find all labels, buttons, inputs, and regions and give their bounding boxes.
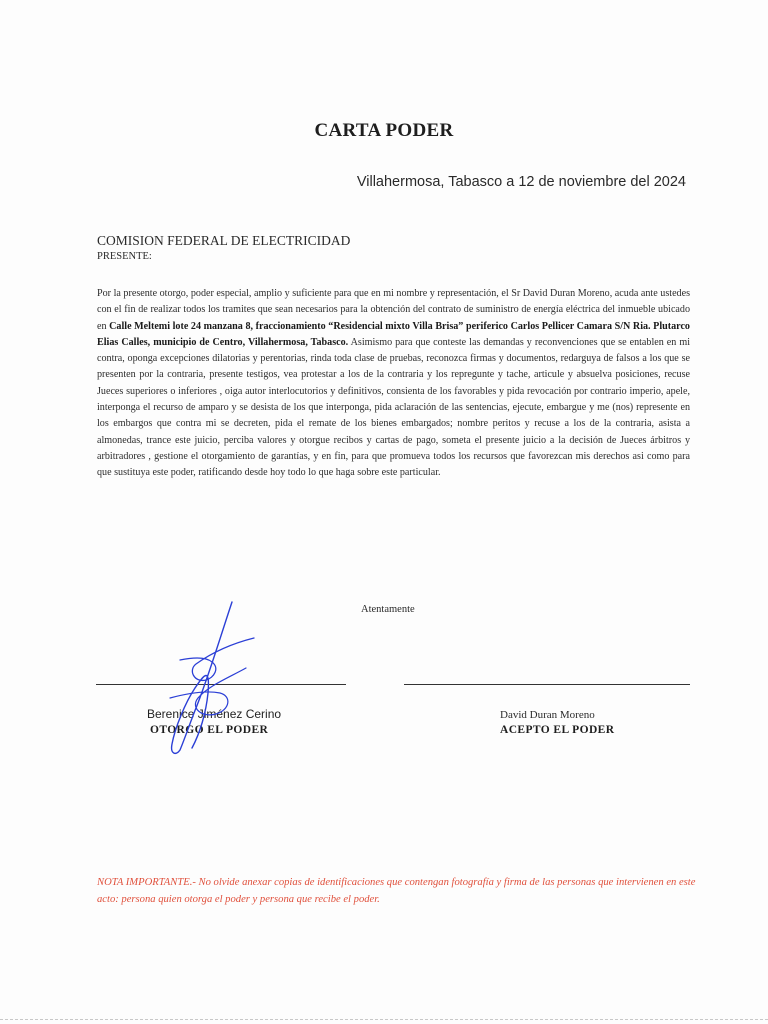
- handwritten-signature: [150, 598, 270, 758]
- body-intro: Por la presente otorgo, poder especial, amplio y suficiente para que en mi nombre y representación, el Sr David Duran Moreno, acuda ante ustedes con el fin de realizar todos los tramites que sean necesarios para la obtención del contrato de suministro de energía eléctrica del inmueble ubicado en: [97, 288, 690, 332]
- salutation: PRESENTE:: [97, 251, 152, 262]
- important-note: NOTA IMPORTANTE.- No olvide anexar copias de identificaciones que contengan fotografía y firma de las personas que intervienen en este acto: persona quien otorga el poder y persona que recibe el poder.: [97, 877, 696, 905]
- signature-stroke: [172, 602, 232, 753]
- grantee-name: David Duran Moreno: [500, 709, 595, 721]
- recipient: COMISION FEDERAL DE ELECTRICIDAD: [97, 233, 351, 248]
- body-powers: Asimismo para que conteste las demandas y reconvenciones que se entablen en mi contra, oponga excepciones dilatorias y perentorias, rinda toda clase de pruebas, reconozca firmas y documentos, redarguya de falsos a los que se presenten por la contraria, presente testigos, vea protestar a los de la contraria y los repregunte y tache, articule y absuelva posiciones, recuse Jueces superiores o inferiores , oiga autor interlocutorios y definitivos, consienta de los favorables y pida revocación por contrario imperio, apele, interponga el recurso de amparo y se desista de los que interponga, pida aclaración de las sentencias, ejecute, embargue y me (nos) represente en los embargos que contra mi se decreten, pida el remate de los bienes embargados; nombre peritos y recuse a los de la contraria, asista a almonedas, trance este juicio, perciba valores y otorgue recibos y cartas de pago, someta el presente juicio a la decisión de Jueces árbitros y arbitradores , gestione el otorgamiento de garantías, y en fin, para que promueva todos los recursos que favorezcan mis derechos asi como para que sustituya este poder, ratificando desde hoy todo lo que haga sobre este particular.: [97, 336, 690, 479]
- grantee-signature-line: [404, 684, 690, 685]
- place-and-date: Villahermosa, Tabasco a 12 de noviembre del 2024: [356, 174, 686, 190]
- grantor-role: OTORGO EL PODER: [150, 724, 269, 736]
- signature-loop: [180, 638, 254, 680]
- property-address: Calle Meltemi lote 24 manzana 8, fraccionamiento “Residencial mixto Villa Brisa” periferico Carlos Pellicer Camara S/N Ria. Plutarco Elias Calles, municipio de Centro, Villahermosa, Tabasco.: [97, 320, 690, 348]
- page-bottom-edge: [0, 1019, 768, 1020]
- document-title: CARTA PODER: [314, 120, 454, 141]
- grantor-name: Berenice Jiménez Cerino: [147, 707, 282, 721]
- body-paragraph: [97, 286, 690, 482]
- closing: Atentamente: [361, 604, 415, 615]
- grantee-role: ACEPTO EL PODER: [500, 724, 615, 736]
